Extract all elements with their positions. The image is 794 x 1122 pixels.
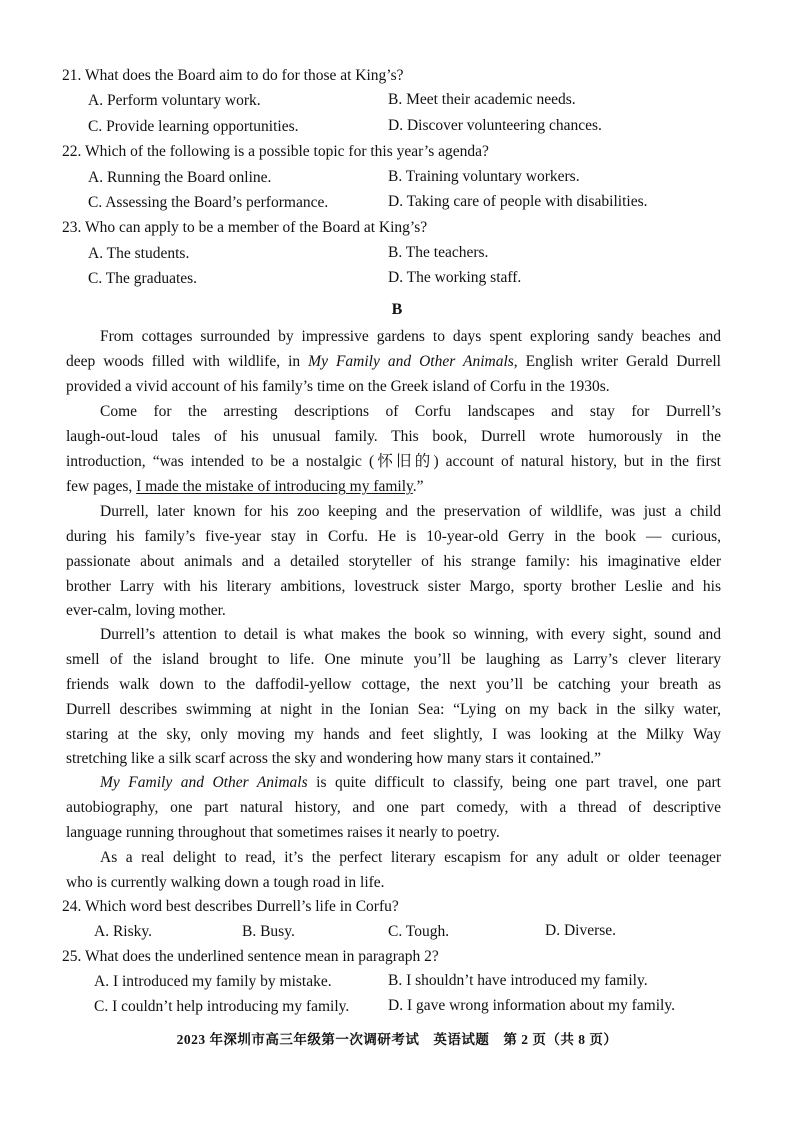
passage-line: during his family’s five-year stay in Corfu. He is 10-year-old Gerry in the book — curious, <box>66 528 721 545</box>
passage-line: friends walk down to the daffodil-yellow cottage, the next you’ll be catching your breath as <box>66 676 721 693</box>
passage-line: Durrell describes swimming at night in the Ionian Sea: “Lying on my back in the silky water, <box>66 701 721 718</box>
passage-line: brother Larry with his literary ambitions, lovestruck sister Margo, sporty brother Leslie and his <box>66 578 721 595</box>
passage-line: ever-calm, loving mother. <box>66 602 226 619</box>
passage-line: autobiography, one part natural history, and one part comedy, with a thread of descriptive <box>66 799 721 816</box>
passage-line: As a real delight to read, it’s the perfect literary escapism for any adult or older teenager <box>100 849 721 866</box>
question-21-stem: 21. What does the Board aim to do for those at King’s? <box>62 67 404 84</box>
passage-line: staring at the sky, only moving my hands and feet slightly, I was looking at the Milky Way <box>66 726 721 743</box>
passage-line: Come for the arresting descriptions of Corfu landscapes and stay for Durrell’s <box>100 403 721 420</box>
passage-line: few pages, I made the mistake of introducing my family.” <box>66 478 424 495</box>
passage-line: who is currently walking down a tough road in life. <box>66 874 385 891</box>
question-25-option-d: D. I gave wrong information about my family. <box>388 997 675 1014</box>
question-24-option-a: A. Risky. <box>94 923 152 940</box>
question-25-option-c: C. I couldn’t help introducing my family. <box>94 998 350 1015</box>
passage-line: smell of the island brought to life. One minute you’ll be laughing as Larry’s clever literary <box>66 651 721 668</box>
passage-line: provided a vivid account of his family’s time on the Greek island of Corfu in the 1930s. <box>66 378 610 395</box>
question-23-option-b: B. The teachers. <box>388 244 489 261</box>
question-25-option-a: A. I introduced my family by mistake. <box>94 973 332 990</box>
question-24-stem: 24. Which word best describes Durrell’s life in Corfu? <box>62 898 399 915</box>
question-23-option-c: C. The graduates. <box>88 270 198 287</box>
question-24-option-d: D. Diverse. <box>545 922 617 939</box>
section-heading: B <box>391 301 403 318</box>
passage-line: language running throughout that sometimes raises it nearly to poetry. <box>66 824 500 841</box>
passage-line: laugh-out-loud tales of his unusual family. This book, Durrell wrote humorously in the <box>66 428 721 445</box>
passage-line: deep woods filled with wildlife, in My Family and Other Animals, English writer Gerald Durrell <box>66 353 721 370</box>
question-21-option-a: A. Perform voluntary work. <box>88 92 261 109</box>
question-24-option-b: B. Busy. <box>242 923 295 940</box>
question-23-option-d: D. The working staff. <box>388 269 522 286</box>
passage-line: Durrell, later known for his zoo keeping and the preservation of wildlife, was just a child <box>100 503 721 520</box>
question-22-option-a: A. Running the Board online. <box>88 169 272 186</box>
book-title: My Family and Other Animals <box>308 353 514 370</box>
question-22-option-c: C. Assessing the Board’s performance. <box>88 194 329 211</box>
passage-line: passionate about animals and a detailed storyteller of his strange family: his imaginative elder <box>66 553 721 570</box>
question-23-stem: 23. Who can apply to be a member of the Board at King’s? <box>62 219 428 236</box>
question-21-option-b: B. Meet their academic needs. <box>388 91 576 108</box>
question-23-option-a: A. The students. <box>88 245 190 262</box>
underlined-sentence: I made the mistake of introducing my family <box>136 478 413 495</box>
question-22-option-b: B. Training voluntary workers. <box>388 168 580 185</box>
question-25-stem: 25. What does the underlined sentence mean in paragraph 2? <box>62 948 439 965</box>
passage-line: introduction, “was intended to be a nostalgic (怀旧的) account of natural history, but in the first <box>66 453 721 470</box>
passage-line: Durrell’s attention to detail is what makes the book so winning, with every sight, sound and <box>100 626 721 643</box>
question-22-stem: 22. Which of the following is a possible topic for this year’s agenda? <box>62 143 489 160</box>
question-24-option-c: C. Tough. <box>388 923 450 940</box>
passage-line: My Family and Other Animals is quite difficult to classify, being one part travel, one part <box>100 774 721 791</box>
question-22-option-d: D. Taking care of people with disabilities. <box>388 193 648 210</box>
passage-line: From cottages surrounded by impressive gardens to days spent exploring sandy beaches and <box>100 328 721 345</box>
passage-line: stretching like a silk scarf across the sky and wondering how many stars it contained.” <box>66 750 602 767</box>
question-25-option-b: B. I shouldn’t have introduced my family. <box>388 972 648 989</box>
book-title: My Family and Other Animals <box>100 774 308 791</box>
question-21-option-c: C. Provide learning opportunities. <box>88 118 299 135</box>
question-21-option-d: D. Discover volunteering chances. <box>388 117 602 134</box>
page-footer: 2023 年深圳市高三年级第一次调研考试 英语试题 第 2 页（共 8 页） <box>176 1032 618 1047</box>
